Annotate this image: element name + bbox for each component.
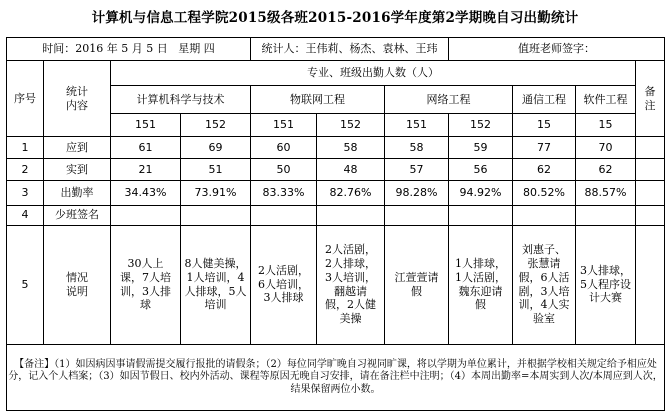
signature-cell [513,205,576,225]
class-size: 151 [111,113,181,136]
table-row [7,225,665,344]
class-size: 151 [385,113,449,136]
table-cell: 51 [181,159,251,181]
table-cell: 58 [385,137,449,159]
table-cell: 57 [385,159,449,181]
row-seq: 5 [7,225,44,344]
table-cell: 94.92% [449,181,513,205]
remarks-cell [636,205,665,225]
header-remarks: 备注 [636,61,665,137]
table-cell: 61 [111,137,181,159]
major-comm: 通信工程 [513,86,576,113]
header-group: 专业、班级出勤人数（人） [111,61,636,86]
signature-cell [576,205,636,225]
signature-cell [111,205,181,225]
table-cell: 62 [513,159,576,181]
row-seq: 2 [7,159,44,181]
row-seq: 4 [7,205,44,225]
signature-cell [317,205,385,225]
major-cs: 计算机科学与技术 [111,86,251,113]
row-label: 情况 说明 [44,225,111,344]
class-size: 152 [449,113,513,136]
remarks-cell [636,137,665,159]
signature-cell [385,205,449,225]
table-cell: 50 [251,159,317,181]
situation-cell: 2人活剧， 6人培训， 3人排球 [251,225,317,344]
class-size: 152 [317,113,385,136]
table-row [7,137,665,159]
counter-info: 统计人：王伟莉、杨杰、袁林、王玮 [251,38,449,61]
table-cell: 48 [317,159,385,181]
table-cell: 34.43% [111,181,181,205]
remarks-cell [636,181,665,205]
signature-cell [449,205,513,225]
row-label: 少班签名 [44,205,111,225]
major-iot: 物联网工程 [251,86,385,113]
table-cell: 83.33% [251,181,317,205]
table-row [7,159,665,181]
class-size: 152 [181,113,251,136]
table-cell: 77 [513,137,576,159]
table-cell: 62 [576,159,636,181]
footnote: 【备注】（1）如因病因事请假需提交履行报批的请假条；（2）每位同学旷晚自习视同旷课，将以学期为单位累计，并根据学校相关规定给予相应处分，记入个人档案；（3）如因节假日、校内外活动、课程等原因无晚自习安排，请在备注栏中注明；（4）本周出勤率=本周实到人次/本周应到人次，结果保留两位小数。 [7,344,665,410]
row-label: 实到 [44,159,111,181]
signature-cell [181,205,251,225]
header-seq: 序号 [7,61,44,137]
table-cell: 69 [181,137,251,159]
remarks-cell [636,159,665,181]
row-label: 应到 [44,137,111,159]
major-software: 软件工程 [576,86,636,113]
table-cell: 88.57% [576,181,636,205]
class-size: 15 [576,113,636,136]
teacher-signature: 值班老师签字： [449,38,665,61]
situation-cell: 江萱萱请 假 [385,225,449,344]
table-row [7,181,665,205]
page-title: 计算机与信息工程学院2015级各班2015-2016学年度第2学期晚自习出勤统计 [91,10,579,26]
remarks-cell [636,225,665,344]
signature-cell [251,205,317,225]
table-cell: 21 [111,159,181,181]
class-size: 151 [251,113,317,136]
table-cell: 73.91% [181,181,251,205]
situation-cell: 1人排球， 1人活剧， 魏东迎请 假 [449,225,513,344]
table-cell: 56 [449,159,513,181]
situation-cell: 刘惠子、 张慧请 假，6人活 剧，3人培 训，4人实 验室 [513,225,576,344]
row-seq: 1 [7,137,44,159]
class-size: 15 [513,113,576,136]
table-cell: 58 [317,137,385,159]
major-network: 网络工程 [385,86,513,113]
table-cell: 80.52% [513,181,576,205]
table-cell: 70 [576,137,636,159]
situation-cell: 30人上 课，7人培 训，3人排 球 [111,225,181,344]
situation-cell: 8人健美操， 1人培训，4 人排球，5人 培训 [181,225,251,344]
situation-cell: 2人活剧， 2人排球， 3人培训， 翻越请 假，2人健 美操 [317,225,385,344]
situation-cell: 3人排球， 5人程序设 计大赛 [576,225,636,344]
row-label: 出勤率 [44,181,111,205]
header-content: 统计 内容 [44,61,111,137]
table-cell: 82.76% [317,181,385,205]
row-seq: 3 [7,181,44,205]
attendance-table [6,37,665,411]
table-row [7,205,665,225]
table-cell: 59 [449,137,513,159]
table-cell: 98.28% [385,181,449,205]
date-info: 时间：2016 年 5 月 5 日 星期 四 [7,38,251,61]
table-cell: 60 [251,137,317,159]
